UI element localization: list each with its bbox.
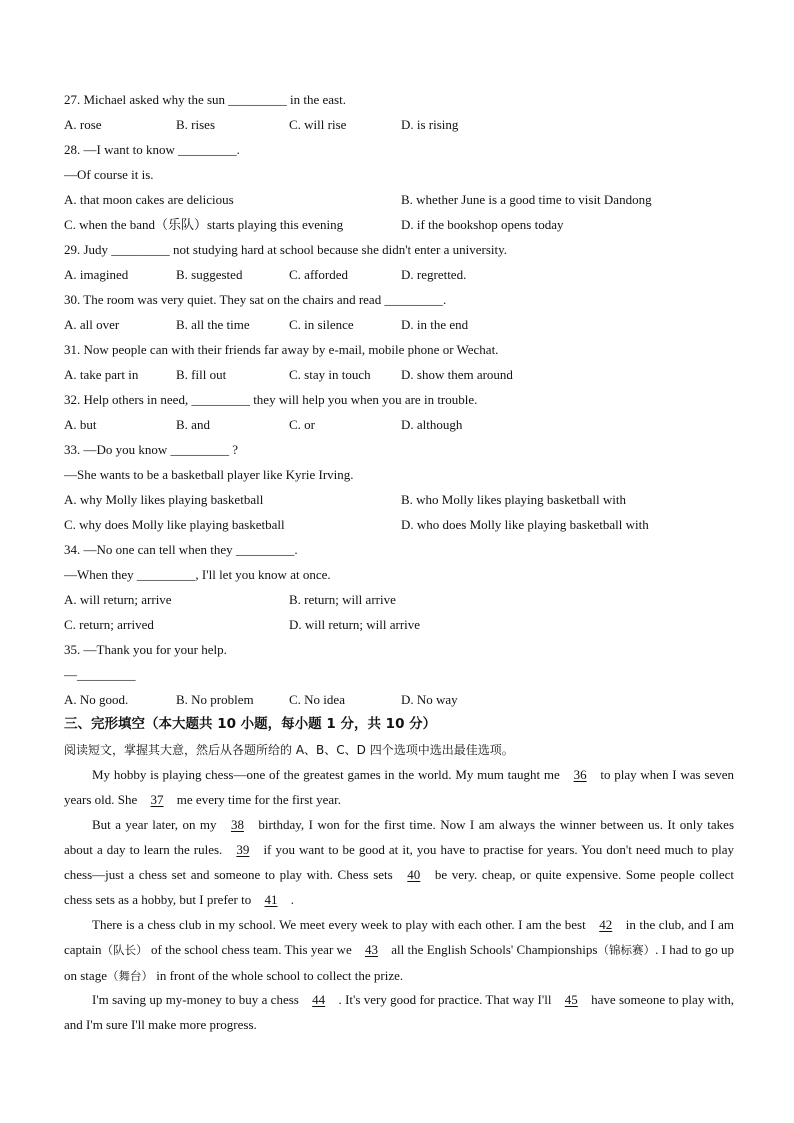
q27-option-b: B. rises [176, 117, 215, 132]
q34-option-b: B. return; will arrive [289, 592, 396, 607]
gloss-championships: （锦标赛） [597, 943, 656, 957]
q27-option-c: C. will rise [289, 117, 347, 132]
blank-37: 37 [150, 792, 164, 807]
passage-text: to play when I was seven years old. She [64, 767, 734, 807]
blank-36: 36 [573, 767, 587, 782]
q31-option-b: B. fill out [176, 367, 227, 382]
question-29-stem: 29. Judy _________ not studying hard at school because she didn't enter a university. [64, 242, 508, 257]
q32-option-b: B. and [176, 417, 210, 432]
q30-option-d: D. in the end [401, 317, 469, 332]
q35-option-d: D. No way [401, 692, 458, 707]
passage-text: . It's very good for practice. That way I'll [335, 992, 555, 1007]
q31-option-a: A. take part in [64, 367, 139, 382]
q33-option-b: B. who Molly likes playing basketball with [401, 492, 626, 507]
q31-option-c: C. stay in touch [289, 367, 371, 382]
q35-option-a: A. No good. [64, 692, 129, 707]
q28-option-d: D. if the bookshop opens today [401, 217, 564, 232]
blank-44: 44 [312, 992, 326, 1007]
q35-option-b: B. No problem [176, 692, 254, 707]
q30-option-b: B. all the time [176, 317, 250, 332]
blank-40: 40 [407, 867, 421, 882]
question-31-stem: 31. Now people can with their friends far away by e-mail, mobile phone or Wechat. [64, 342, 499, 357]
q35-option-c: C. No idea [289, 692, 345, 707]
passage-text: in front of the whole school to collect the prize. [152, 968, 404, 983]
q28-option-c: C. when the band（乐队）starts playing this evening [64, 217, 344, 232]
q29-option-c: C. afforded [289, 267, 348, 282]
q27-option-d: D. is rising [401, 117, 459, 132]
passage-paragraph-1 [64, 762, 734, 812]
blank-45: 45 [564, 992, 578, 1007]
question-32-stem: 32. Help others in need, _________ they will help you when you are in trouble. [64, 392, 478, 407]
q29-option-d: D. regretted. [401, 267, 467, 282]
q31-option-d: D. show them around [401, 367, 513, 382]
passage-text: me every time for the first year. [173, 792, 342, 807]
passage-paragraph-4 [64, 987, 734, 1037]
q32-option-d: D. although [401, 417, 463, 432]
blank-42: 42 [599, 917, 613, 932]
section-instruction: 阅读短文，掌握其大意，然后从各题所给的 A、B、C、D 四个选项中选出最佳选项。 [64, 743, 514, 757]
passage-text: But a year later, on my [92, 817, 221, 832]
passage-paragraph-3 [64, 912, 734, 989]
passage-text: birthday, I won for the first time. Now I am always the winner between us. It only takes about a day to learn the rules. [64, 817, 735, 857]
q34-option-c: C. return; arrived [64, 617, 154, 632]
question-35-stem: 35. —Thank you for your help. [64, 642, 227, 657]
passage-text: have someone to play with, and I'm sure I'll make more progress. [64, 992, 735, 1032]
q30-option-c: C. in silence [289, 317, 354, 332]
q28-option-b: B. whether June is a good time to visit Dandong [401, 192, 652, 207]
blank-39: 39 [236, 842, 250, 857]
question-28-stem: 28. —I want to know _________. [64, 142, 240, 157]
question-27-stem: 27. Michael asked why the sun _________ in the east. [64, 92, 346, 107]
blank-43: 43 [365, 942, 378, 957]
q33-option-c: C. why does Molly like playing basketball [64, 517, 285, 532]
passage-text: I'm saving up my-money to buy a chess [92, 992, 303, 1007]
q33-option-d: D. who does Molly like playing basketball with [401, 517, 649, 532]
passage-text: My hobby is playing chess—one of the greatest games in the world. My mum taught me [92, 767, 564, 782]
passage-text: be very. cheap, or quite expensive. Some people collect chess sets as a hobby, but I prefer to [64, 867, 734, 907]
passage-text: all the English Schools' Championships [388, 942, 598, 957]
q30-option-a: A. all over [64, 317, 120, 332]
q34-option-a: A. will return; arrive [64, 592, 172, 607]
blank-38: 38 [230, 817, 244, 832]
question-34-stem: 34. —No one can tell when they _________. [64, 542, 298, 557]
passage-text: in the club, and I am captain [64, 917, 734, 957]
passage-text: if you want to be good at it, you have to practise for years. You don't need much to play chess—just a chess set and someone to play with. Chess sets [64, 842, 734, 882]
passage-text: . I had to go up on stage [64, 942, 735, 983]
q32-option-c: C. or [289, 417, 315, 432]
question-28-reply: —Of course it is. [64, 167, 154, 182]
passage-paragraph-2 [64, 812, 734, 912]
q27-option-a: A. rose [64, 117, 102, 132]
question-33-stem: 33. —Do you know _________ ? [64, 442, 239, 457]
q32-option-a: A. but [64, 417, 97, 432]
question-30-stem: 30. The room was very quiet. They sat on the chairs and read _________. [64, 292, 447, 307]
passage-text: There is a chess club in my school. We meet every week to play with each other. I am the best [92, 917, 590, 932]
section-heading: 三、完形填空（本大题共 10 小题，每小题 1 分，共 10 分） [64, 716, 437, 732]
question-34-reply: —When they _________, I'll let you know at once. [64, 567, 331, 582]
q28-option-a: A. that moon cakes are delicious [64, 192, 234, 207]
q29-option-a: A. imagined [64, 267, 129, 282]
passage-text: . [287, 892, 294, 907]
question-33-reply: —She wants to be a basketball player like Kyrie Irving. [64, 467, 354, 482]
q34-option-d: D. will return; will arrive [289, 617, 421, 632]
q29-option-b: B. suggested [176, 267, 243, 282]
q33-option-a: A. why Molly likes playing basketball [64, 492, 264, 507]
question-35-reply: —_________ [64, 667, 136, 682]
gloss-captain: （队长） [101, 943, 148, 957]
passage-text: of the school chess team. This year we [147, 942, 355, 957]
blank-41: 41 [264, 892, 278, 907]
gloss-stage: （舞台） [106, 969, 153, 983]
